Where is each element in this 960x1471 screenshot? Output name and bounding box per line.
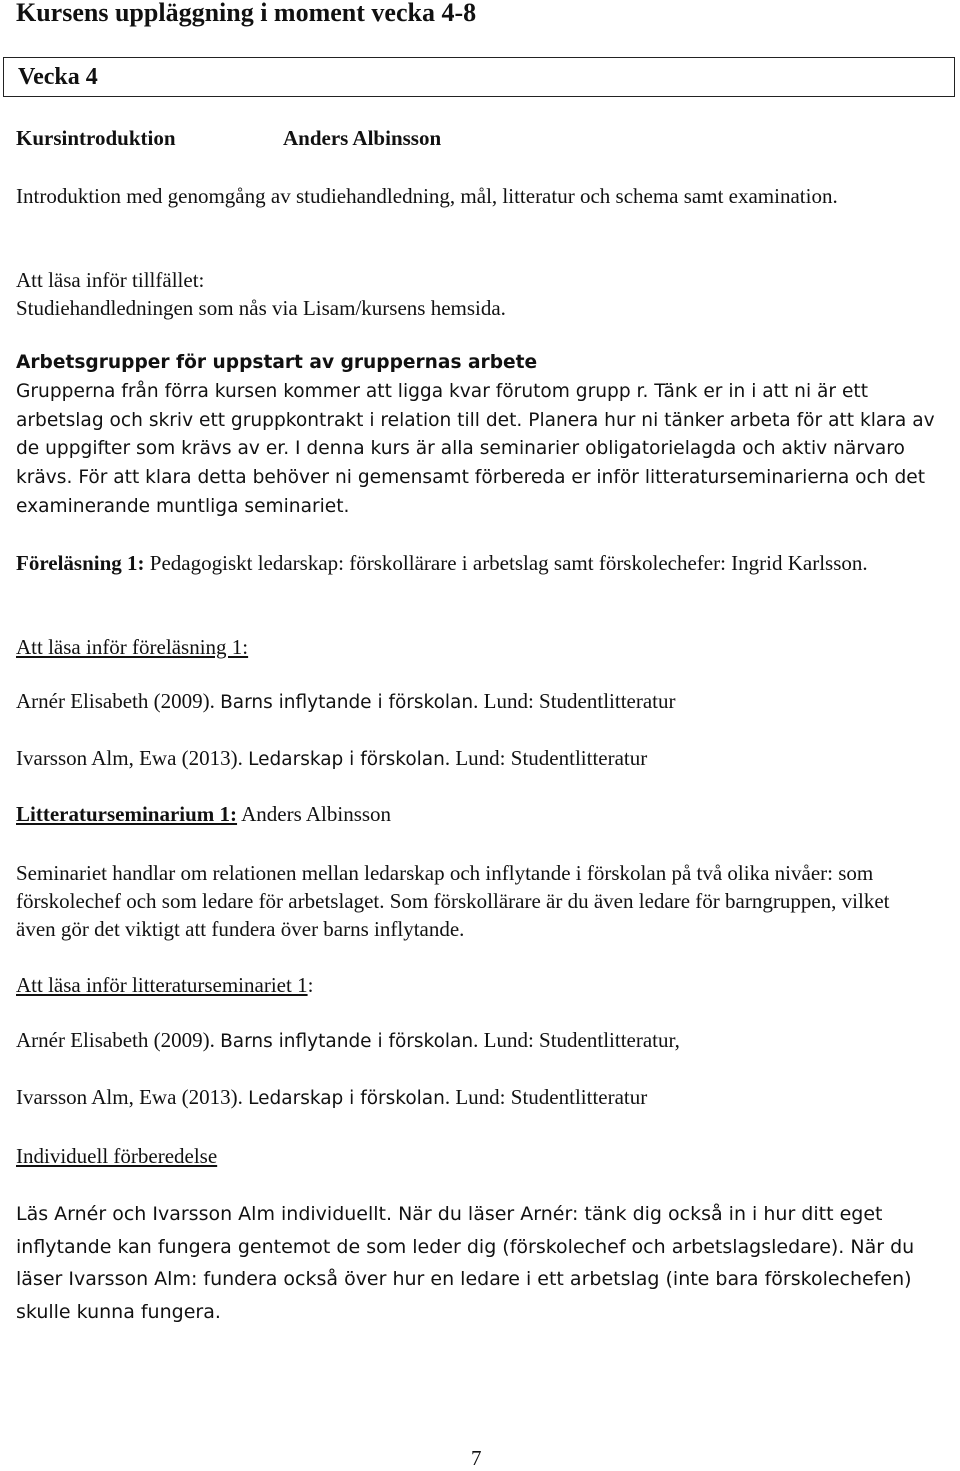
page-title: Kursens uppläggning i moment vecka 4-8 bbox=[16, 0, 477, 27]
individual-heading: Individuell förberedelse bbox=[16, 1144, 218, 1168]
seminar-text: Seminariet handlar om relationen mellan ledarskap och inflytande i förskolan på två olika nivåer: som förskolechef och som ledare för arbetslaget. Som förskollärare är du även ledare för barngruppen, vilket även gör det viktigt att fundera över barns inflytande. bbox=[16, 861, 890, 941]
ref-author: Arnér Elisabeth (2009). bbox=[16, 689, 221, 713]
ref-publisher: . Lund: Studentlitteratur bbox=[473, 689, 676, 713]
ref-title: Barns inflytande i förskolan bbox=[220, 1031, 474, 1052]
week-label: Vecka 4 bbox=[18, 64, 98, 90]
intro-teacher: Anders Albinsson bbox=[283, 126, 442, 150]
intro-reading-text: Studiehandledningen som nås via Lisam/kursens hemsida. bbox=[16, 296, 506, 320]
seminar-reading-label: Att läsa inför litteraturseminariet 1 bbox=[16, 973, 308, 997]
ref-title: Ledarskap i förskolan bbox=[248, 749, 445, 770]
intro-text: Introduktion med genomgång av studiehandledning, mål, litteratur och schema samt examination. bbox=[16, 184, 838, 208]
ref-publisher: . Lund: Studentlitteratur bbox=[444, 746, 648, 770]
seminar-reading-colon: : bbox=[307, 973, 314, 997]
ref-title: Ledarskap i förskolan bbox=[248, 1088, 445, 1109]
seminar-ref-2 bbox=[16, 1085, 930, 1110]
ref-author: Ivarsson Alm, Ewa (2013). bbox=[16, 1085, 249, 1109]
individual-text: Läs Arnér och Ivarsson Alm individuellt. När du läser Arnér: tänk dig också in i hur ditt eget inflytande kan fungera gentemot de som leder dig (förskolechef och arbetslagsledare). När du läser Ivarsson Alm: fundera också över hur en ledare i ett arbetslag (inte bara förskolechefen) skulle kunna fungera. bbox=[16, 1203, 915, 1323]
seminar-ref-1 bbox=[16, 1028, 930, 1053]
intro-heading: Kursintroduktion bbox=[16, 126, 176, 150]
week-header-box bbox=[3, 57, 955, 97]
groups-heading: Arbetsgrupper för uppstart av gruppernas arbete bbox=[16, 352, 538, 373]
lecture-text: Pedagogiskt ledarskap: förskollärare i arbetslag samt förskolechefer: Ingrid Karlsson. bbox=[144, 551, 868, 575]
seminar-label: Litteraturseminarium 1: bbox=[16, 802, 238, 826]
groups-section bbox=[16, 349, 936, 522]
seminar-reading-line bbox=[16, 971, 930, 999]
seminar-teacher: Anders Albinsson bbox=[237, 802, 392, 826]
ref-publisher: . Lund: Studentlitteratur bbox=[444, 1085, 648, 1109]
lecture-label: Föreläsning 1: bbox=[16, 551, 145, 575]
ref-title: Barns inflytande i förskolan bbox=[220, 692, 474, 713]
intro-reading-block bbox=[16, 266, 930, 322]
lecture-ref-1 bbox=[16, 689, 930, 714]
groups-text: Grupperna från förra kursen kommer att ligga kvar förutom grupp r. Tänk er in i att ni är ett arbetslag och skriv ett gruppkontrakt i relation till det. Planera hur ni tänker arbeta för att klara av de uppgifter som krävs av er. I denna kurs är alla seminarier obligatorielagda och aktiv närvaro krävs. För att klara detta behöver ni gemensamt förbereda er inför litteraturseminarierna och det examinerande muntliga seminariet. bbox=[16, 380, 935, 517]
ref-publisher: . Lund: Studentlitteratur, bbox=[473, 1028, 680, 1052]
lecture-paragraph bbox=[16, 549, 924, 577]
lecture-ref-2 bbox=[16, 746, 930, 771]
lecture-reading-label: Att läsa inför föreläsning 1: bbox=[16, 635, 249, 659]
intro-reading-label: Att läsa inför tillfället: bbox=[16, 268, 205, 292]
ref-author: Ivarsson Alm, Ewa (2013). bbox=[16, 746, 249, 770]
seminar-heading bbox=[16, 802, 930, 827]
page-number: 7 bbox=[471, 1446, 482, 1470]
ref-author: Arnér Elisabeth (2009). bbox=[16, 1028, 221, 1052]
intro-heading-row bbox=[16, 126, 442, 151]
